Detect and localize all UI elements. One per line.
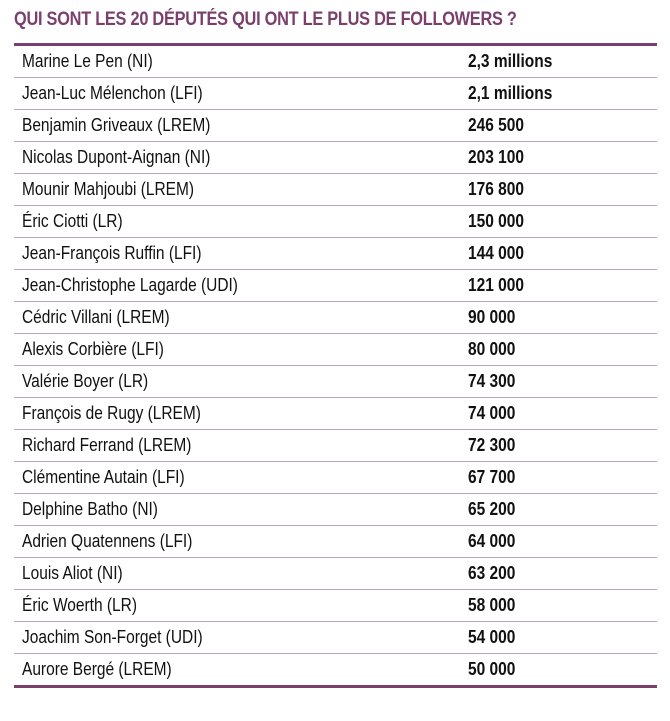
deputy-name: Mounir Mahjoubi (LREM) — [22, 179, 195, 199]
follower-count: 203 100 — [468, 147, 524, 167]
table-row — [14, 142, 657, 174]
follower-count: 65 200 — [468, 499, 516, 519]
table-row — [14, 558, 657, 590]
deputy-name: Jean-François Ruffin (LFI) — [22, 243, 202, 263]
follower-count: 67 700 — [468, 467, 516, 487]
deputy-name: Benjamin Griveaux (LREM) — [22, 115, 211, 135]
follower-count: 121 000 — [468, 275, 524, 295]
follower-count: 246 500 — [468, 115, 524, 135]
deputies-followers-table — [14, 43, 657, 688]
follower-count: 2,3 millions — [468, 51, 553, 71]
follower-count: 176 800 — [468, 179, 524, 199]
follower-count: 54 000 — [468, 627, 516, 647]
follower-count: 63 200 — [468, 563, 516, 583]
deputy-name: Éric Woerth (LR) — [22, 595, 137, 615]
deputy-name: Delphine Batho (NI) — [22, 499, 158, 519]
table-row — [14, 590, 657, 622]
follower-count: 74 300 — [468, 371, 516, 391]
deputy-name: Joachim Son-Forget (UDI) — [22, 627, 203, 647]
deputy-name: Marine Le Pen (NI) — [22, 51, 153, 71]
deputy-name: Louis Aliot (NI) — [22, 563, 123, 583]
table-row — [14, 110, 657, 142]
deputy-name: Nicolas Dupont-Aignan (NI) — [22, 147, 211, 167]
table-row — [14, 526, 657, 558]
deputy-name: Clémentine Autain (LFI) — [22, 467, 185, 487]
table-row — [14, 654, 657, 685]
table-row — [14, 78, 657, 110]
deputy-name: Cédric Villani (LREM) — [22, 307, 170, 327]
table-row — [14, 270, 657, 302]
deputy-name: Richard Ferrand (LREM) — [22, 435, 192, 455]
table-row — [14, 206, 657, 238]
table-row — [14, 302, 657, 334]
follower-count: 80 000 — [468, 339, 516, 359]
follower-count: 58 000 — [468, 595, 516, 615]
follower-count: 64 000 — [468, 531, 516, 551]
follower-count: 74 000 — [468, 403, 516, 423]
page-title: QUI SONT LES 20 DÉPUTÉS QUI ONT LE PLUS DE FOLLOWERS ? — [14, 9, 517, 30]
table-row — [14, 174, 657, 206]
table-row — [14, 494, 657, 526]
table-row — [14, 238, 657, 270]
table-row — [14, 398, 657, 430]
table-row — [14, 622, 657, 654]
deputy-name: Éric Ciotti (LR) — [22, 211, 123, 231]
deputy-name: Jean-Christophe Lagarde (UDI) — [22, 275, 238, 295]
follower-count: 90 000 — [468, 307, 516, 327]
table-row — [14, 462, 657, 494]
follower-count: 72 300 — [468, 435, 516, 455]
follower-count: 2,1 millions — [468, 83, 553, 103]
deputy-name: François de Rugy (LREM) — [22, 403, 201, 423]
table-row — [14, 366, 657, 398]
follower-count: 50 000 — [468, 659, 516, 679]
deputy-name: Alexis Corbière (LFI) — [22, 339, 164, 359]
follower-count: 144 000 — [468, 243, 524, 263]
table-row — [14, 46, 657, 78]
table-row — [14, 334, 657, 366]
deputy-name: Adrien Quatennens (LFI) — [22, 531, 193, 551]
follower-count: 150 000 — [468, 211, 524, 231]
deputy-name: Aurore Bergé (LREM) — [22, 659, 172, 679]
deputy-name: Jean-Luc Mélenchon (LFI) — [22, 83, 203, 103]
deputy-name: Valérie Boyer (LR) — [22, 371, 149, 391]
table-row — [14, 430, 657, 462]
